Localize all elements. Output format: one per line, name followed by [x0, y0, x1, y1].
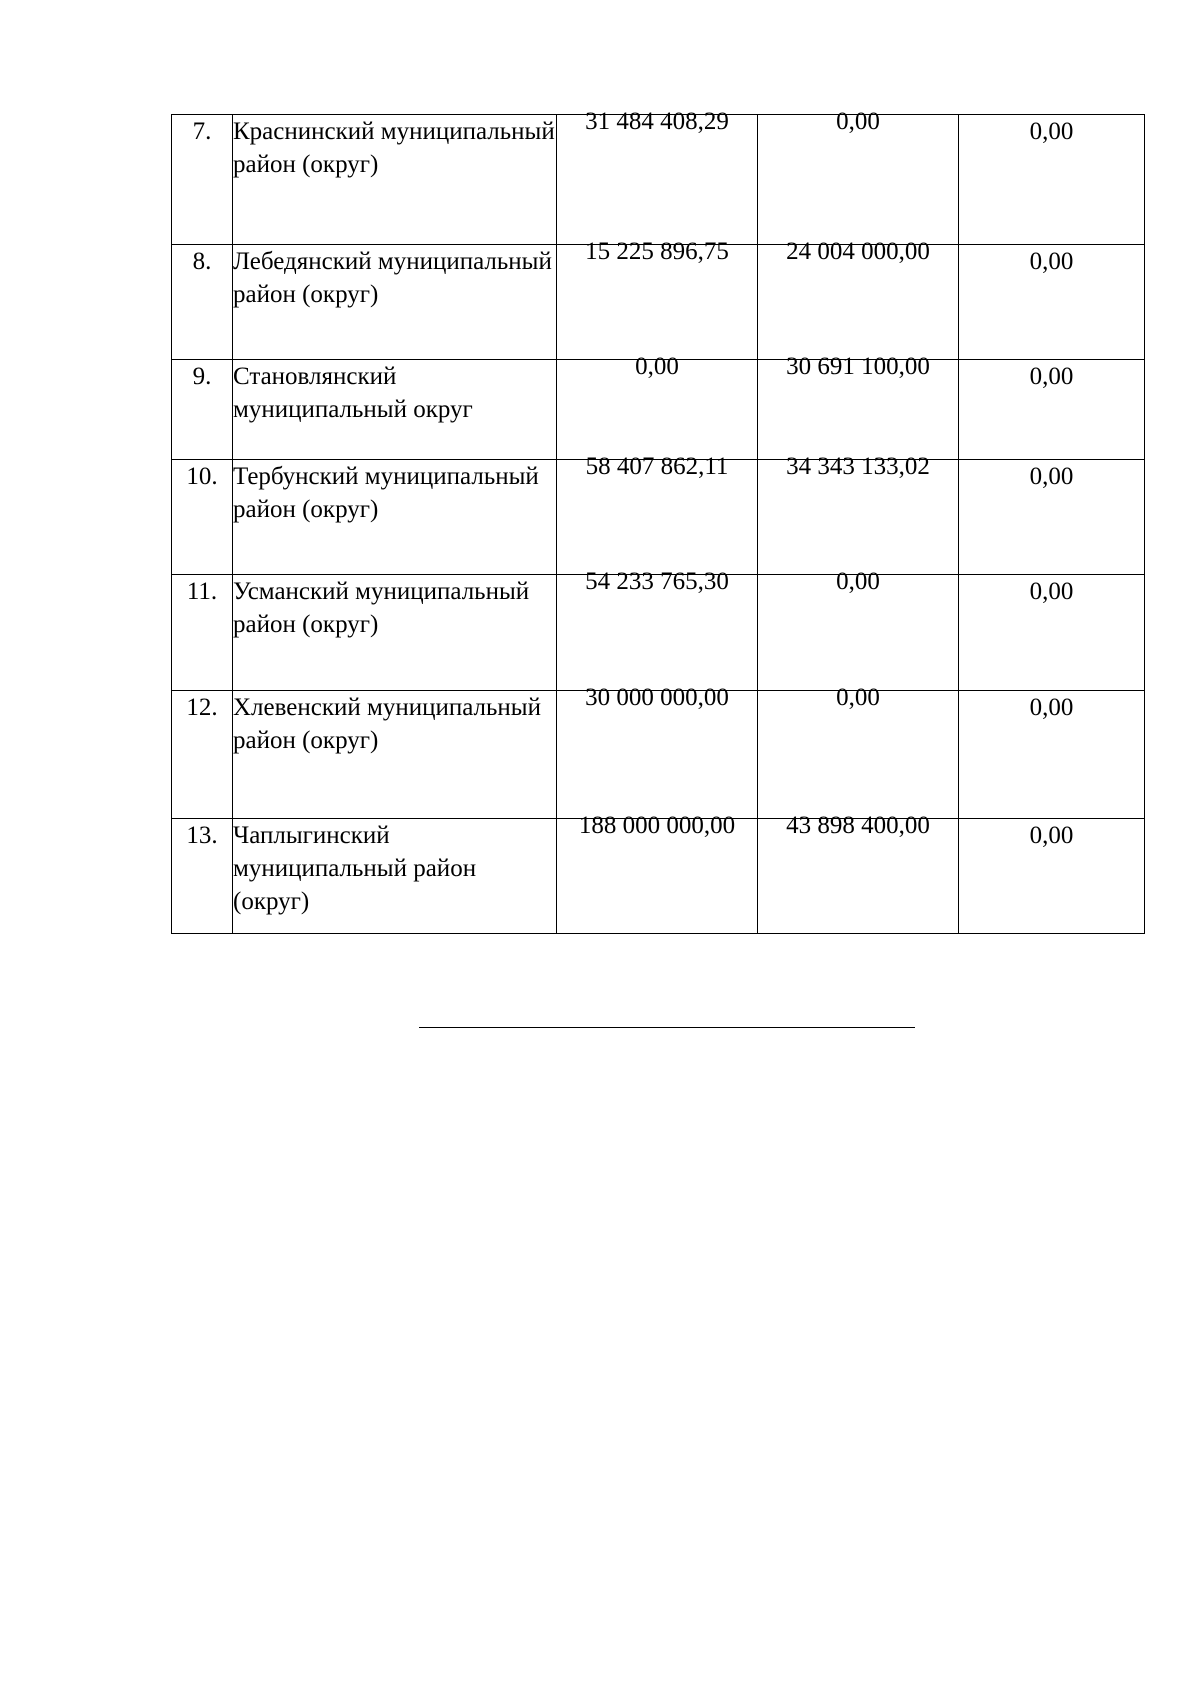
value-column-3: 0,00 [959, 460, 1145, 575]
row-number: 9. [172, 360, 233, 460]
value-column-3: 0,00 [959, 115, 1145, 245]
value-column-1: 30 000 000,00 [557, 691, 758, 819]
district-name: Тербунский муниципальный район (округ) [233, 460, 557, 575]
district-name: Чаплыгинский муниципальный район (округ) [233, 819, 557, 934]
table-row [172, 819, 1145, 934]
value-column-2: 0,00 [758, 575, 959, 691]
district-name: Хлевенский муниципальный район (округ) [233, 691, 557, 819]
value-column-1: 15 225 896,75 [557, 245, 758, 360]
value-column-2: 0,00 [758, 691, 959, 819]
value-column-1: 54 233 765,30 [557, 575, 758, 691]
data-table [171, 108, 1145, 934]
table-row [172, 460, 1145, 575]
value-column-1: 58 407 862,11 [557, 460, 758, 575]
table-row [172, 245, 1145, 360]
row-number: 12. [172, 691, 233, 819]
value-column-2: 34 343 133,02 [758, 460, 959, 575]
value-column-1: 31 484 408,29 [557, 115, 758, 245]
table-row [172, 360, 1145, 460]
district-name: Усманский муниципальный район (округ) [233, 575, 557, 691]
row-number: 8. [172, 245, 233, 360]
value-column-3: 0,00 [959, 245, 1145, 360]
closing-separator-line [419, 1027, 915, 1028]
row-number: 10. [172, 460, 233, 575]
value-column-2: 43 898 400,00 [758, 819, 959, 934]
value-column-3: 0,00 [959, 575, 1145, 691]
value-column-2: 24 004 000,00 [758, 245, 959, 360]
table-row [172, 575, 1145, 691]
table-row [172, 115, 1145, 245]
district-name: Краснинский муниципальный район (округ) [233, 115, 557, 245]
value-column-1: 188 000 000,00 [557, 819, 758, 934]
row-number: 7. [172, 115, 233, 245]
value-column-3: 0,00 [959, 819, 1145, 934]
district-name: Становлянский муниципальный округ [233, 360, 557, 460]
value-column-2: 0,00 [758, 115, 959, 245]
value-column-1: 0,00 [557, 360, 758, 460]
row-number: 11. [172, 575, 233, 691]
value-column-2: 30 691 100,00 [758, 360, 959, 460]
value-column-3: 0,00 [959, 691, 1145, 819]
district-name: Лебедянский муниципальный район (округ) [233, 245, 557, 360]
table-row [172, 691, 1145, 819]
value-column-3: 0,00 [959, 360, 1145, 460]
row-number: 13. [172, 819, 233, 934]
